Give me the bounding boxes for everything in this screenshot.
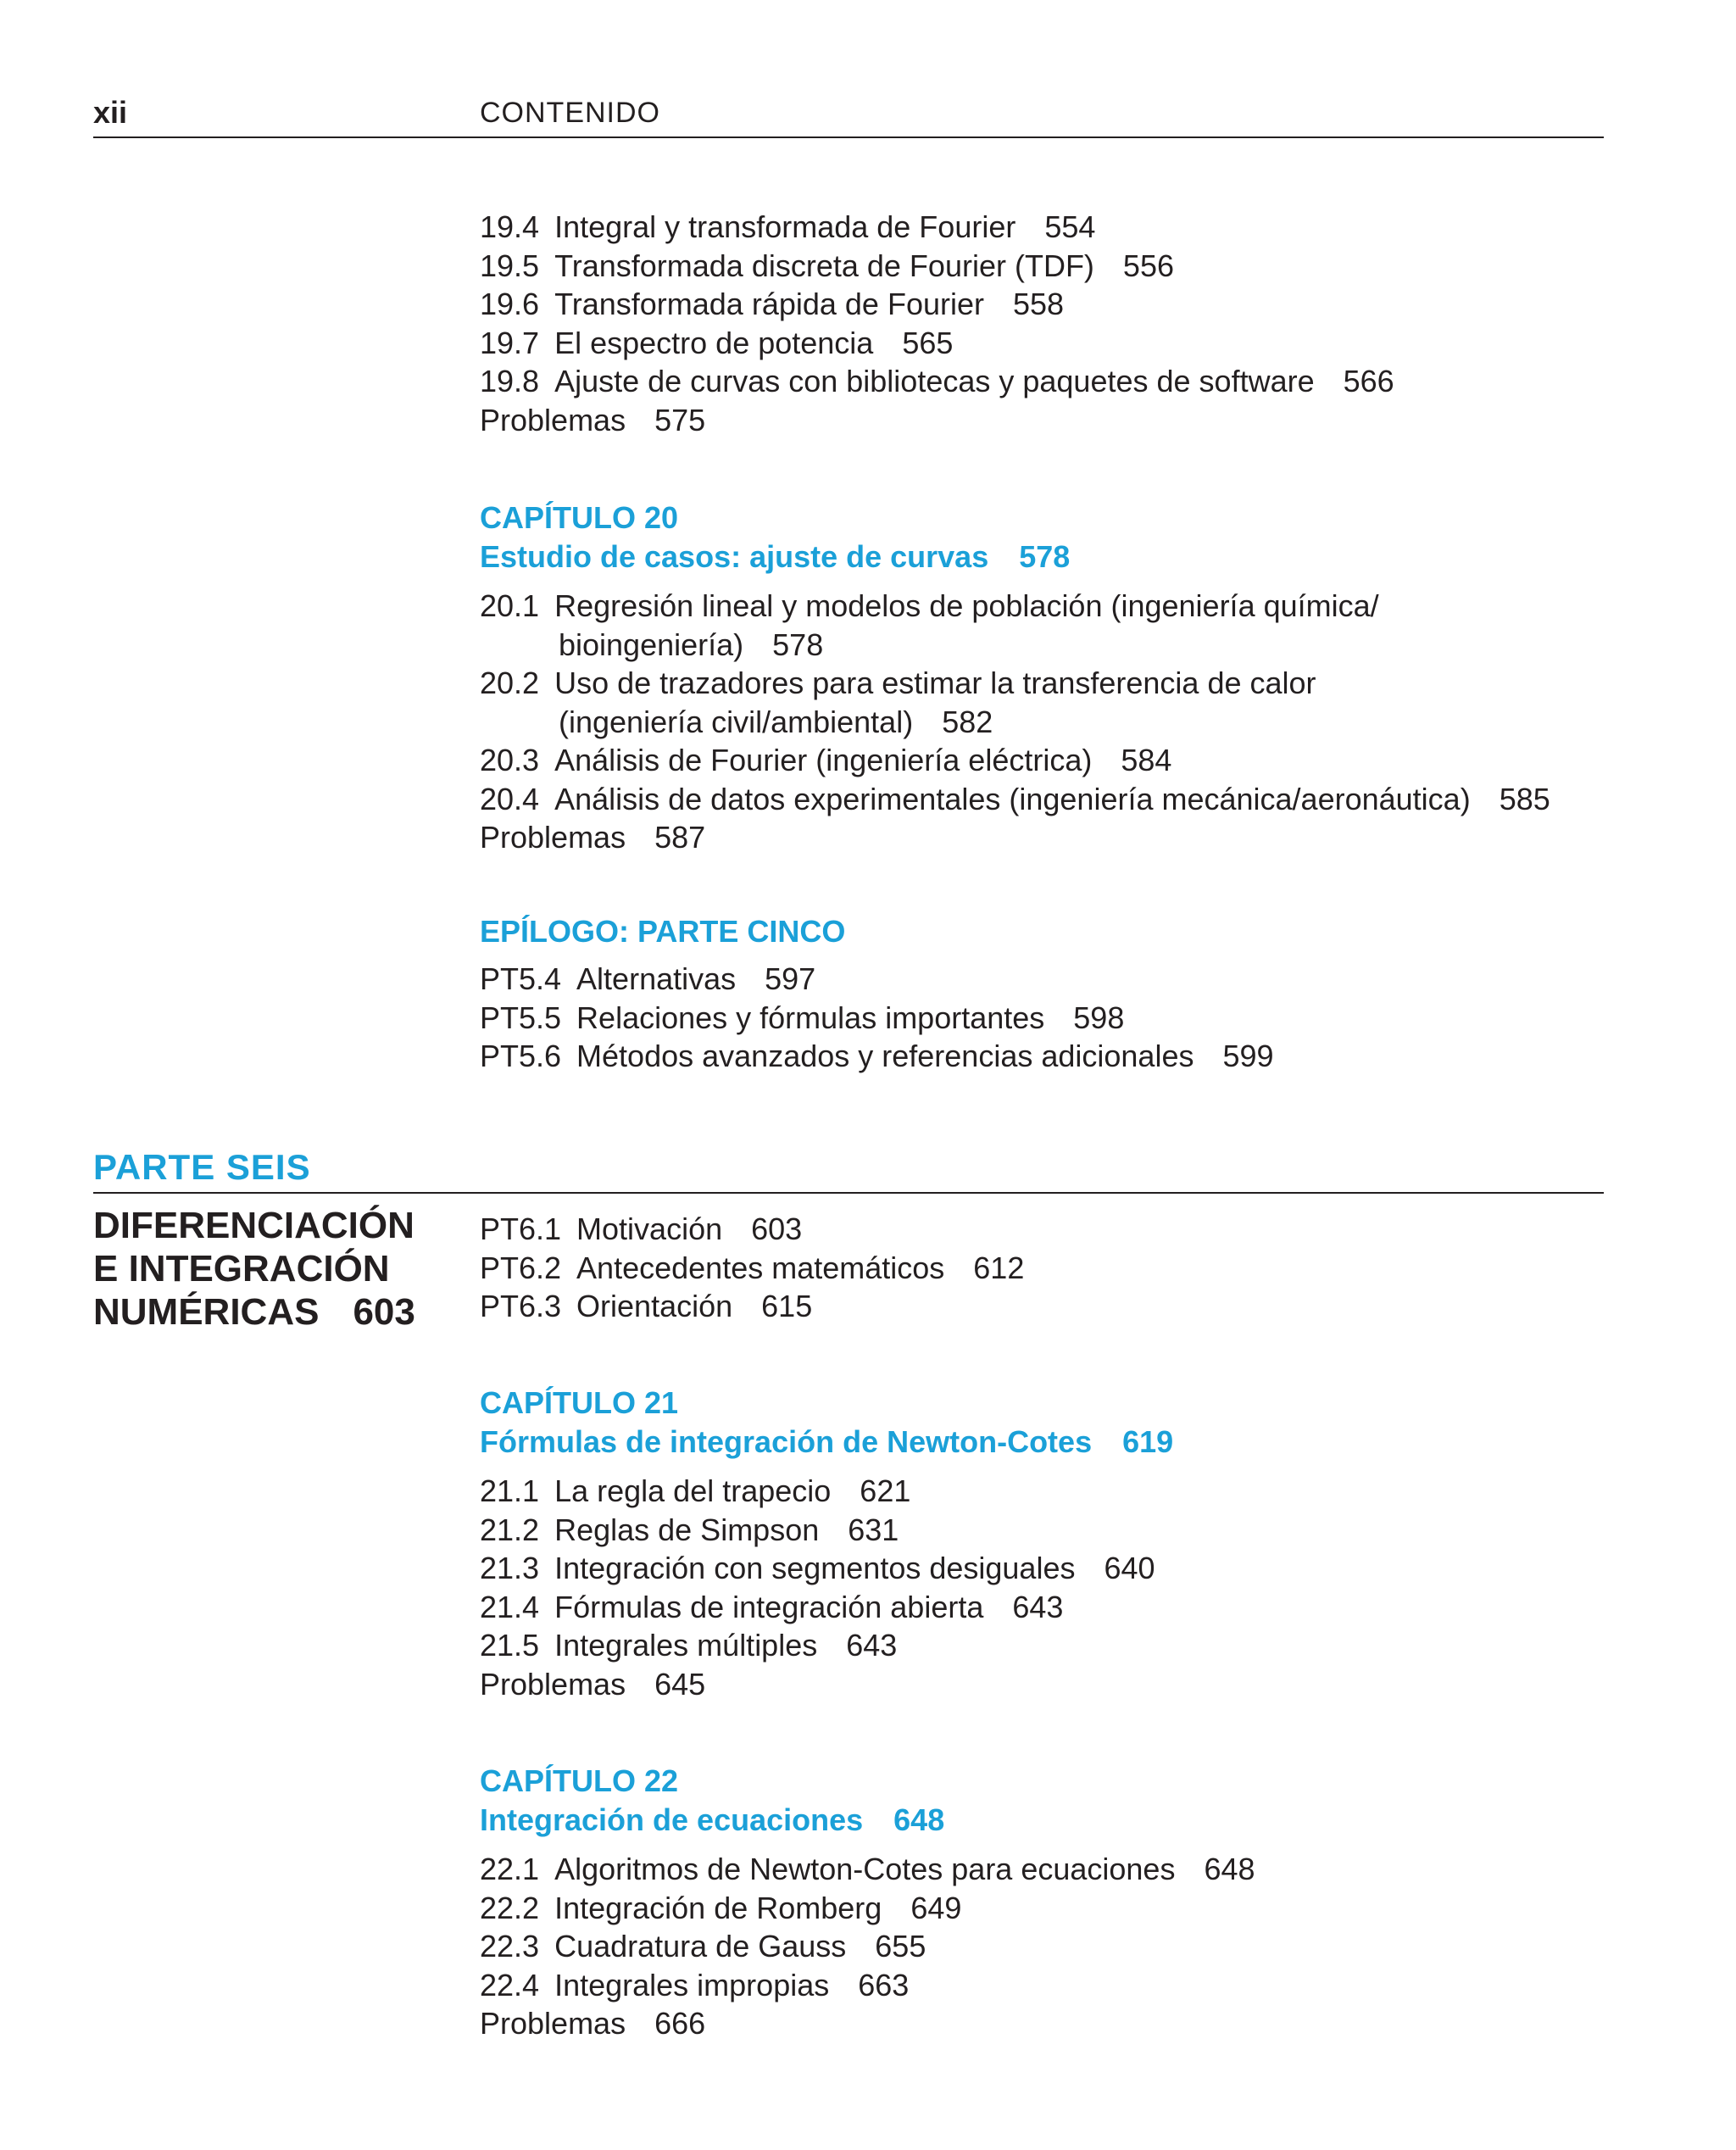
toc-entry[interactable] — [480, 1966, 1599, 2005]
section-number: 21.3 — [480, 1551, 540, 1585]
section-title: Problemas — [480, 402, 626, 437]
section-title: Integrales impropias — [554, 1967, 830, 2002]
toc-entry[interactable] — [480, 741, 1599, 780]
toc-entry[interactable] — [480, 1210, 1599, 1249]
section-title: Transformada discreta de Fourier (TDF) — [554, 248, 1094, 283]
toc-entry[interactable] — [480, 1927, 1599, 1966]
section-title: Análisis de Fourier (ingeniería eléctrica) — [554, 743, 1093, 777]
toc-entry[interactable] — [480, 285, 1599, 324]
toc-entry[interactable] — [480, 1037, 1599, 1076]
toc-entry[interactable] — [480, 1889, 1599, 1928]
toc-entry[interactable] — [480, 1626, 1599, 1665]
section-title: Integración con segmentos desiguales — [554, 1551, 1076, 1585]
section-title: Orientación — [576, 1289, 733, 1323]
section-number: PT6.1 — [480, 1211, 562, 1246]
page-ref: 666 — [654, 2006, 706, 2041]
section-number: 21.5 — [480, 1628, 540, 1663]
epilogue-part-five — [480, 912, 1599, 1076]
section-number: 19.7 — [480, 325, 540, 360]
toc-entry[interactable] — [480, 664, 1599, 741]
section-number: 22.3 — [480, 1929, 540, 1963]
section-number: 21.1 — [480, 1473, 540, 1508]
section-number: 20.2 — [480, 666, 540, 700]
page-ref: 575 — [654, 402, 706, 437]
section-title: Integral y transformada de Fourier — [554, 209, 1016, 244]
toc-entry[interactable] — [480, 324, 1599, 363]
epilogue-label: EPÍLOGO: PARTE CINCO — [480, 914, 846, 949]
page-ref: 631 — [848, 1512, 899, 1547]
toc-entry[interactable] — [480, 1472, 1599, 1511]
section-title: Cuadratura de Gauss — [554, 1929, 847, 1963]
section-title: Problemas — [480, 820, 626, 855]
part-title-line-with-page — [93, 1290, 449, 1334]
page-ref: 648 — [893, 1802, 945, 1837]
chapter-20 — [480, 499, 1599, 857]
toc-entry[interactable] — [480, 1511, 1599, 1550]
section-number: 20.3 — [480, 743, 540, 777]
page-ref: 587 — [654, 820, 706, 855]
toc-entry[interactable] — [480, 1588, 1599, 1627]
section-number: 21.4 — [480, 1589, 540, 1624]
page-ref: 599 — [1222, 1039, 1274, 1073]
section-title: Fórmulas de integración abierta — [554, 1589, 984, 1624]
section-title: Alternativas — [576, 961, 737, 996]
section-title: La regla del trapecio — [554, 1473, 832, 1508]
running-head: CONTENIDO — [480, 97, 660, 129]
section-number: 22.2 — [480, 1890, 540, 1925]
page-number: xii — [93, 95, 128, 130]
part-title-line: NUMÉRICAS — [93, 1291, 320, 1333]
section-title: Algoritmos de Newton-Cotes para ecuaciones — [554, 1852, 1176, 1886]
section-title: El espectro de potencia — [554, 325, 874, 360]
section-number: 19.4 — [480, 209, 540, 244]
section-title: Relaciones y fórmulas importantes — [576, 1000, 1045, 1035]
toc-entry[interactable] — [480, 1249, 1599, 1288]
toc-entry-problems[interactable] — [480, 1665, 1599, 1704]
chapter-22 — [480, 1762, 1599, 2043]
part-label: PARTE SEIS — [93, 1147, 311, 1187]
section-number: 20.1 — [480, 588, 540, 623]
section-number: 19.8 — [480, 364, 540, 398]
chapter-title-text: Fórmulas de integración de Newton-Cotes — [480, 1424, 1093, 1459]
section-title: Integrales múltiples — [554, 1628, 818, 1663]
toc-entry[interactable] — [480, 362, 1599, 401]
page-ref: 615 — [761, 1289, 813, 1323]
toc-entry[interactable] — [480, 587, 1599, 664]
header-rule — [93, 136, 1604, 138]
chapter-title-text: Integración de ecuaciones — [480, 1802, 864, 1837]
toc-entry[interactable] — [480, 1549, 1599, 1588]
chapter-label: CAPÍTULO 20 — [480, 500, 679, 535]
toc-entry[interactable] — [480, 208, 1599, 247]
section-number: PT5.4 — [480, 961, 562, 996]
part-title[interactable] — [93, 1204, 449, 1334]
section-number: 22.1 — [480, 1852, 540, 1886]
page-ref: 566 — [1343, 364, 1394, 398]
page-ref: 648 — [1204, 1852, 1255, 1886]
section-title: Transformada rápida de Fourier — [554, 287, 984, 321]
toc-entry-problems[interactable] — [480, 2004, 1599, 2043]
page-ref: 554 — [1044, 209, 1096, 244]
section-title: Problemas — [480, 2006, 626, 2041]
section-number: PT5.5 — [480, 1000, 562, 1035]
page-ref: 603 — [751, 1211, 803, 1246]
page-ref: 558 — [1012, 287, 1065, 321]
section-title: Uso de trazadores para estimar la transferencia de calor — [554, 666, 1316, 700]
toc-entry[interactable] — [480, 960, 1599, 999]
page-ref: 645 — [654, 1666, 706, 1702]
page-ref: 582 — [942, 704, 993, 739]
chapter-label: CAPÍTULO 21 — [480, 1385, 679, 1420]
page-ref: 565 — [902, 325, 954, 360]
section-title: Ajuste de curvas con bibliotecas y paquetes de software — [554, 364, 1315, 398]
page-ref: 640 — [1104, 1551, 1155, 1585]
page-ref: 643 — [1012, 1589, 1064, 1624]
section-number: 22.4 — [480, 1967, 540, 2002]
page-ref: 619 — [1122, 1424, 1174, 1459]
chapter-title-text: Estudio de casos: ajuste de curvas — [480, 539, 989, 574]
page-ref: 598 — [1073, 1000, 1125, 1035]
page-ref: 584 — [1121, 743, 1172, 777]
toc-entry-problems[interactable] — [480, 401, 1599, 440]
chapter-21 — [480, 1384, 1599, 1703]
part-six-intro — [480, 1210, 1599, 1326]
part-title-line: E INTEGRACIÓN — [93, 1248, 390, 1289]
section-number: PT6.3 — [480, 1289, 562, 1323]
part-rule — [93, 1192, 1604, 1194]
section-title: Integración de Romberg — [554, 1890, 882, 1925]
toc-entry[interactable] — [480, 780, 1599, 819]
section-title: Antecedentes matemáticos — [576, 1250, 945, 1285]
page-ref: 643 — [846, 1628, 898, 1663]
page-ref: 621 — [860, 1473, 911, 1508]
page-ref: 663 — [858, 1967, 910, 2002]
page-ref: 655 — [875, 1929, 926, 1963]
section-number: 19.6 — [480, 287, 540, 321]
chapter-title[interactable] — [480, 1801, 1599, 1840]
chapter-19-continuation — [480, 208, 1599, 439]
section-number: 19.5 — [480, 248, 540, 283]
toc-entry[interactable] — [480, 1287, 1599, 1326]
section-title: Regresión lineal y modelos de población (ingeniería química/ — [554, 588, 1379, 623]
chapter-title[interactable] — [480, 1423, 1599, 1462]
chapter-title[interactable] — [480, 538, 1599, 576]
section-title: Problemas — [480, 1666, 626, 1702]
section-title: Motivación — [576, 1211, 723, 1246]
toc-entry[interactable] — [480, 1850, 1599, 1889]
section-number: PT6.2 — [480, 1250, 562, 1285]
part-title-line: DIFERENCIACIÓN — [93, 1205, 415, 1246]
page-ref: 597 — [765, 961, 816, 996]
section-number: 20.4 — [480, 781, 540, 816]
toc-entry[interactable] — [480, 247, 1599, 286]
page-ref: 585 — [1499, 781, 1550, 816]
section-title-cont: bioingeniería) — [559, 627, 744, 662]
toc-entry-problems[interactable] — [480, 818, 1599, 857]
page-ref: 612 — [973, 1250, 1025, 1285]
section-title: Análisis de datos experimentales (ingeniería mecánica/aeronáutica) — [554, 781, 1471, 816]
page-ref: 578 — [772, 627, 824, 662]
section-number: PT5.6 — [480, 1039, 562, 1073]
page-ref: 603 — [353, 1291, 415, 1333]
page-ref: 649 — [910, 1890, 962, 1925]
chapter-label: CAPÍTULO 22 — [480, 1763, 679, 1798]
section-title: Reglas de Simpson — [554, 1512, 820, 1547]
section-title: Métodos avanzados y referencias adicionales — [576, 1039, 1194, 1073]
page-ref: 578 — [1019, 539, 1071, 574]
section-number: 21.2 — [480, 1512, 540, 1547]
page-ref: 556 — [1122, 248, 1174, 283]
toc-entry[interactable] — [480, 999, 1599, 1038]
section-title-cont: (ingeniería civil/ambiental) — [559, 704, 914, 739]
